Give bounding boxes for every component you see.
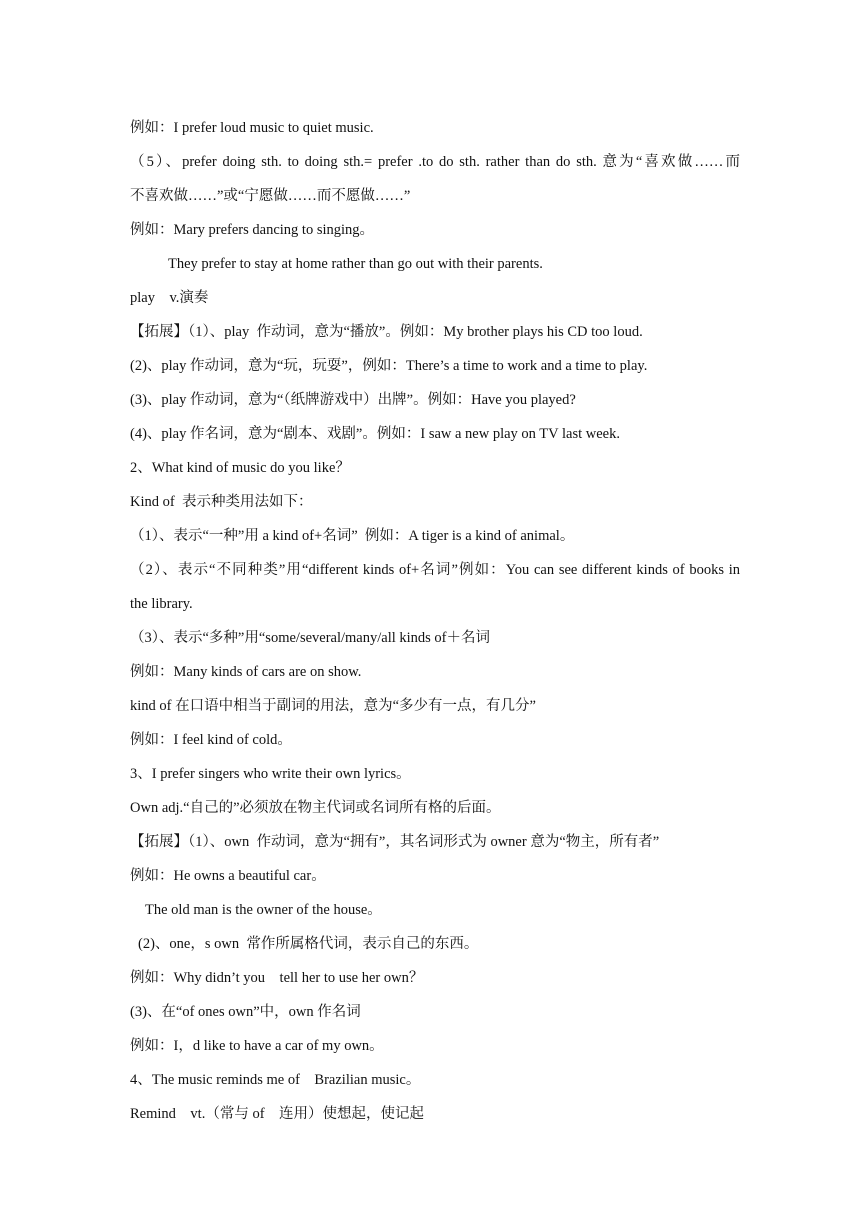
text-line: （3）、表示“多种”用“some/several/many/all kinds of＋名词 bbox=[130, 630, 491, 646]
text-line: 例如：He owns a beautiful car。 bbox=[130, 868, 326, 884]
text-line: 3、I prefer singers who write their own lyrics。 bbox=[130, 766, 411, 782]
text-line: (3)、在“of ones own”中，own 作名词 bbox=[130, 1004, 361, 1020]
text-line: play v.演奏 bbox=[130, 290, 209, 306]
text-line: （1）、表示“一种”用 a kind of+名词” 例如：A tiger is a kind of animal。 bbox=[130, 528, 575, 544]
text-line: 不喜欢做……”或“宁愿做……而不愿做……” bbox=[130, 188, 411, 204]
text-line: the library. bbox=[130, 596, 193, 612]
text-line: 例如：Many kinds of cars are on show. bbox=[130, 664, 362, 680]
text-line: Own adj.“自己的”必须放在物主代词或名词所有格的后面。 bbox=[130, 800, 501, 816]
text-line: 例如：I，d like to have a car of my own。 bbox=[130, 1038, 384, 1054]
text-line: 例如：Mary prefers dancing to singing。 bbox=[130, 222, 375, 238]
text-line: Remind vt.（常与 of 连用）使想起，使记起 bbox=[130, 1106, 425, 1122]
text-line: They prefer to stay at home rather than go out with their parents. bbox=[168, 256, 543, 272]
text-line: 例如：I prefer loud music to quiet music. bbox=[130, 120, 374, 136]
text-line: 例如：Why didn’t you tell her to use her own？ bbox=[130, 970, 424, 986]
text-line: (4)、play 作名词，意为“剧本、戏剧”。例如：I saw a new play on TV last week. bbox=[130, 426, 620, 442]
text-line: 【拓展】（1）、own 作动词，意为“拥有”，其名词形式为 owner 意为“物主，所有者” bbox=[130, 834, 660, 850]
text-line: 4、The music reminds me of Brazilian music。 bbox=[130, 1072, 421, 1088]
text-line: 例如：I feel kind of cold。 bbox=[130, 732, 292, 748]
text-line: (2)、one，s own 常作所属格代词，表示自己的东西。 bbox=[138, 936, 479, 952]
text-line: The old man is the owner of the house。 bbox=[145, 902, 382, 918]
text-line: 【拓展】（1）、play 作动词，意为“播放”。例如：My brother plays his CD too loud. bbox=[130, 324, 643, 340]
text-line: kind of 在口语中相当于副词的用法，意为“多少有一点，有几分” bbox=[130, 698, 536, 714]
text-line: （5）、prefer doing sth. to doing sth.= prefer .to do sth. rather than do sth. 意为“喜欢做……而 bbox=[130, 154, 740, 170]
text-line: 2、What kind of music do you like？ bbox=[130, 460, 350, 476]
text-line: （2）、表示“不同种类”用“different kinds of+名词”例如：You can see different kinds of books in bbox=[130, 562, 740, 578]
text-line: (3)、play 作动词，意为“（纸牌游戏中）出牌”。例如：Have you played? bbox=[130, 392, 576, 408]
text-line: (2)、play 作动词，意为“玩，玩耍”，例如：There’s a time to work and a time to play. bbox=[130, 358, 648, 374]
text-line: Kind of 表示种类用法如下： bbox=[130, 494, 313, 510]
document-body bbox=[130, 111, 740, 1131]
